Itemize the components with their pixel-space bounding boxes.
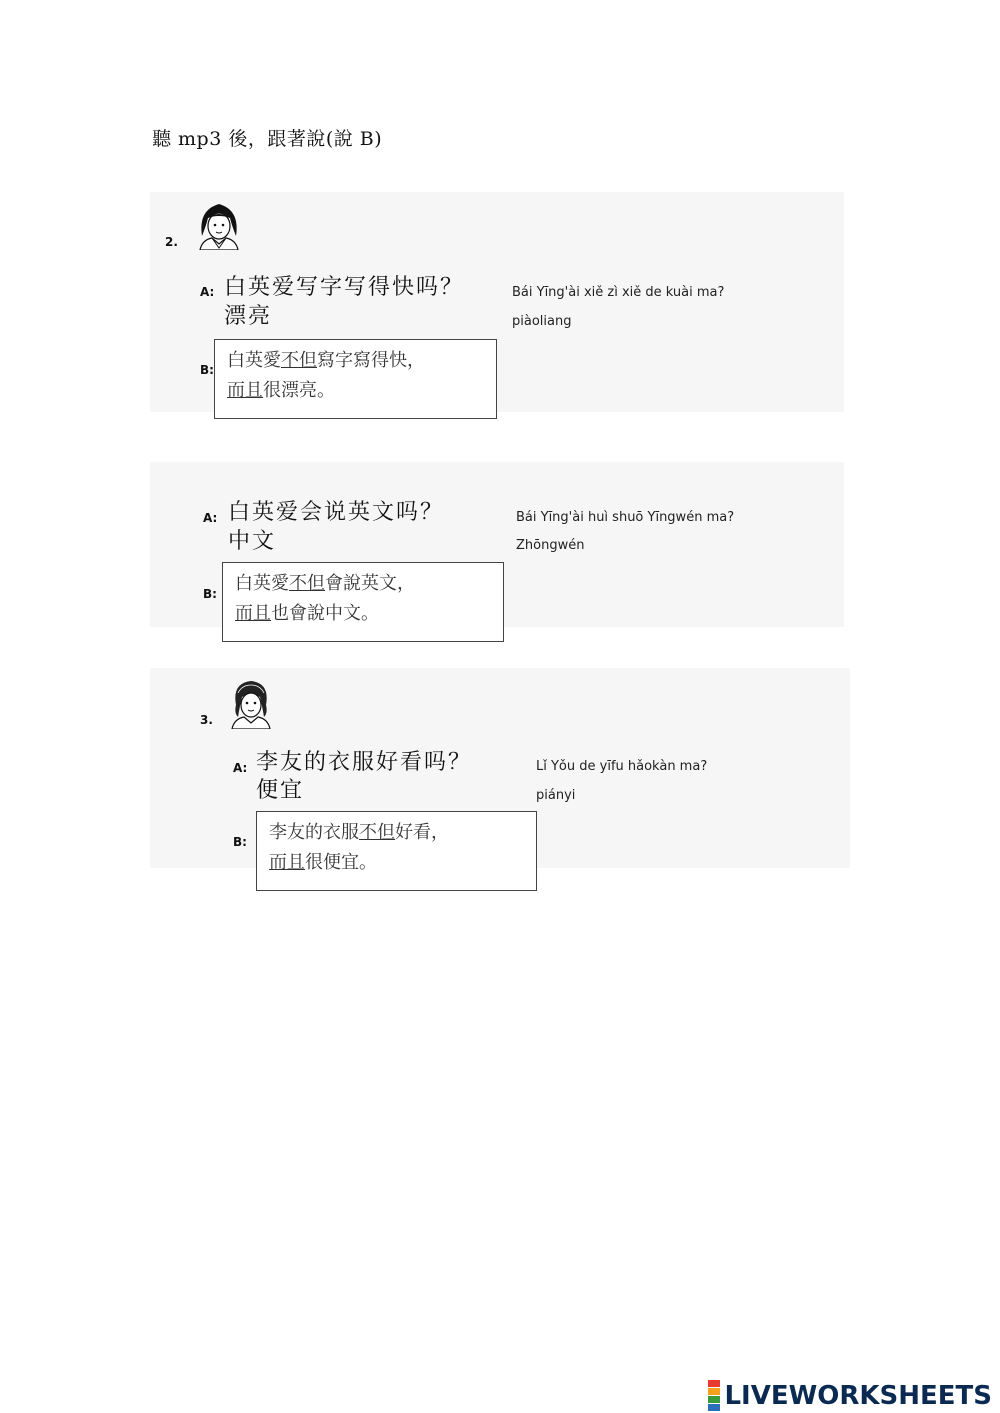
- woman-portrait-icon: [224, 675, 278, 729]
- answer-line-2: 而且很漂亮。: [227, 380, 335, 401]
- question-number: 2.: [165, 235, 178, 249]
- answer-line-1: 李友的衣服不但好看，: [269, 822, 449, 843]
- question-number: 3.: [200, 713, 213, 727]
- girl-portrait-icon: [192, 196, 246, 250]
- a-label: A:: [200, 285, 215, 299]
- question-line-2: 中文: [228, 529, 277, 554]
- pinyin-line-2: piányi: [536, 788, 576, 803]
- question-line-1: 白英爱会说英文吗？: [228, 500, 445, 525]
- answer-box: [214, 339, 497, 419]
- b-label: B:: [203, 587, 217, 601]
- answer-line-2: 而且很便宜。: [269, 852, 377, 873]
- a-label: A:: [203, 511, 218, 525]
- answer-box: [256, 811, 537, 891]
- question-line-1: 李友的衣服好看吗？: [256, 750, 473, 775]
- question-line-1: 白英爱写字写得快吗？: [224, 275, 465, 300]
- answer-line-1: 白英愛不但寫字寫得快，: [227, 350, 425, 371]
- question-line-2: 漂亮: [224, 304, 273, 329]
- a-label: A:: [233, 761, 248, 775]
- pinyin-line-1: Bái Yīng'ài huì shuō Yīngwén ma?: [516, 510, 735, 525]
- pinyin-line-1: Bái Yīng'ài xiě zì xiě de kuài ma?: [512, 285, 725, 300]
- b-label: B:: [233, 835, 247, 849]
- b-label: B:: [200, 363, 214, 377]
- answer-line-1: 白英愛不但會說英文，: [235, 573, 415, 594]
- pinyin-line-2: Zhōngwén: [516, 538, 585, 553]
- pinyin-line-2: piàoliang: [512, 314, 572, 329]
- pinyin-line-1: Lǐ Yǒu de yīfu hǎokàn ma?: [536, 759, 708, 774]
- logo-text: LIVEWORKSHEETS: [724, 1380, 992, 1411]
- instruction: 聽 mp3 後，跟著說(說 B): [152, 128, 383, 150]
- logo-mark-icon: [708, 1380, 720, 1411]
- answer-line-2: 而且也會說中文。: [235, 603, 379, 624]
- liveworksheets-logo: [708, 1380, 992, 1411]
- question-line-2: 便宜: [256, 778, 305, 803]
- answer-box: [222, 562, 504, 642]
